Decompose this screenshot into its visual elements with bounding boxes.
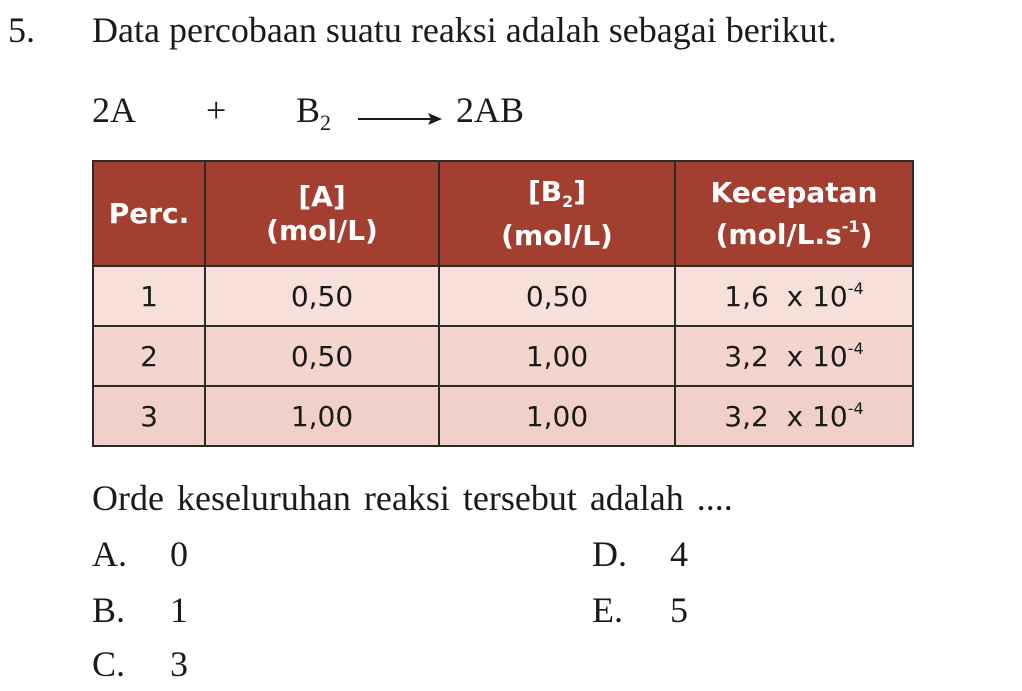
reactant-1: 2A bbox=[92, 90, 136, 130]
option-value: 5 bbox=[670, 590, 688, 630]
reactant-2 bbox=[296, 88, 331, 145]
option-b[interactable] bbox=[92, 588, 188, 632]
experiment-data-table bbox=[92, 160, 914, 447]
option-d[interactable] bbox=[592, 532, 688, 576]
rate-exponent: -4 bbox=[847, 399, 864, 418]
table-row bbox=[93, 386, 913, 446]
rate-mantissa: 3,2 bbox=[724, 400, 769, 433]
table-header-row bbox=[93, 161, 913, 266]
question-stem: Data percobaan suatu reaksi adalah sebagai berikut. bbox=[92, 10, 837, 50]
reaction-arrow-icon bbox=[358, 112, 442, 126]
option-value: 0 bbox=[170, 534, 188, 574]
cell-a: 0,50 bbox=[205, 266, 439, 326]
question-prompt: Orde keseluruhan reaksi tersebut adalah .... bbox=[92, 478, 733, 518]
cell-b: 0,50 bbox=[439, 266, 675, 326]
option-letter: B. bbox=[92, 590, 126, 630]
cell-a: 1,00 bbox=[205, 386, 439, 446]
rate-exponent: -4 bbox=[847, 339, 864, 358]
header-perc: Perc. bbox=[93, 161, 205, 266]
cell-perc: 2 bbox=[93, 326, 205, 386]
cell-perc: 3 bbox=[93, 386, 205, 446]
header-rate-unit: (mol/L.s bbox=[715, 217, 842, 251]
rate-times: x 10 bbox=[786, 400, 848, 433]
reactant-2-symbol: B bbox=[296, 90, 321, 130]
cell-rate bbox=[675, 326, 913, 386]
cell-rate bbox=[675, 266, 913, 326]
table-row bbox=[93, 326, 913, 386]
header-b-suffix: ] bbox=[573, 174, 587, 208]
rate-exponent: -4 bbox=[847, 279, 864, 298]
option-letter: D. bbox=[592, 534, 627, 574]
option-c[interactable] bbox=[92, 642, 188, 686]
rate-mantissa: 1,6 bbox=[724, 280, 769, 313]
cell-b: 1,00 bbox=[439, 326, 675, 386]
header-concentration-a bbox=[205, 161, 439, 266]
cell-perc: 1 bbox=[93, 266, 205, 326]
header-rate-close: ) bbox=[859, 217, 873, 251]
option-a[interactable] bbox=[92, 532, 188, 576]
cell-b: 1,00 bbox=[439, 386, 675, 446]
rate-mantissa: 3,2 bbox=[724, 340, 769, 373]
cell-rate bbox=[675, 386, 913, 446]
option-letter: C. bbox=[92, 644, 126, 684]
header-rate-line2 bbox=[676, 210, 912, 252]
option-letter: E. bbox=[592, 590, 623, 630]
option-value: 4 bbox=[670, 534, 688, 574]
header-concentration-b2 bbox=[439, 161, 675, 266]
header-b-line2: (mol/L) bbox=[501, 218, 613, 252]
header-a-line2: (mol/L) bbox=[266, 213, 378, 247]
header-b-line1 bbox=[440, 175, 674, 219]
header-rate bbox=[675, 161, 913, 266]
table-row bbox=[93, 266, 913, 326]
reactant-2-subscript: 2 bbox=[320, 110, 332, 135]
question-number: 5. bbox=[8, 10, 35, 50]
cell-a: 0,50 bbox=[205, 326, 439, 386]
plus-sign: + bbox=[206, 90, 227, 130]
rate-times: x 10 bbox=[786, 280, 848, 313]
option-value: 3 bbox=[170, 644, 188, 684]
option-e[interactable] bbox=[592, 588, 688, 632]
product: 2AB bbox=[456, 90, 525, 130]
header-rate-exponent: -1 bbox=[841, 216, 860, 236]
header-a-line1: [A] bbox=[298, 179, 346, 213]
header-b-subscript: 2 bbox=[562, 191, 574, 211]
option-letter: A. bbox=[92, 534, 127, 574]
header-b-prefix: [B bbox=[527, 174, 563, 208]
header-rate-line1: Kecepatan bbox=[710, 175, 878, 209]
option-value: 1 bbox=[170, 590, 188, 630]
rate-times: x 10 bbox=[786, 340, 848, 373]
